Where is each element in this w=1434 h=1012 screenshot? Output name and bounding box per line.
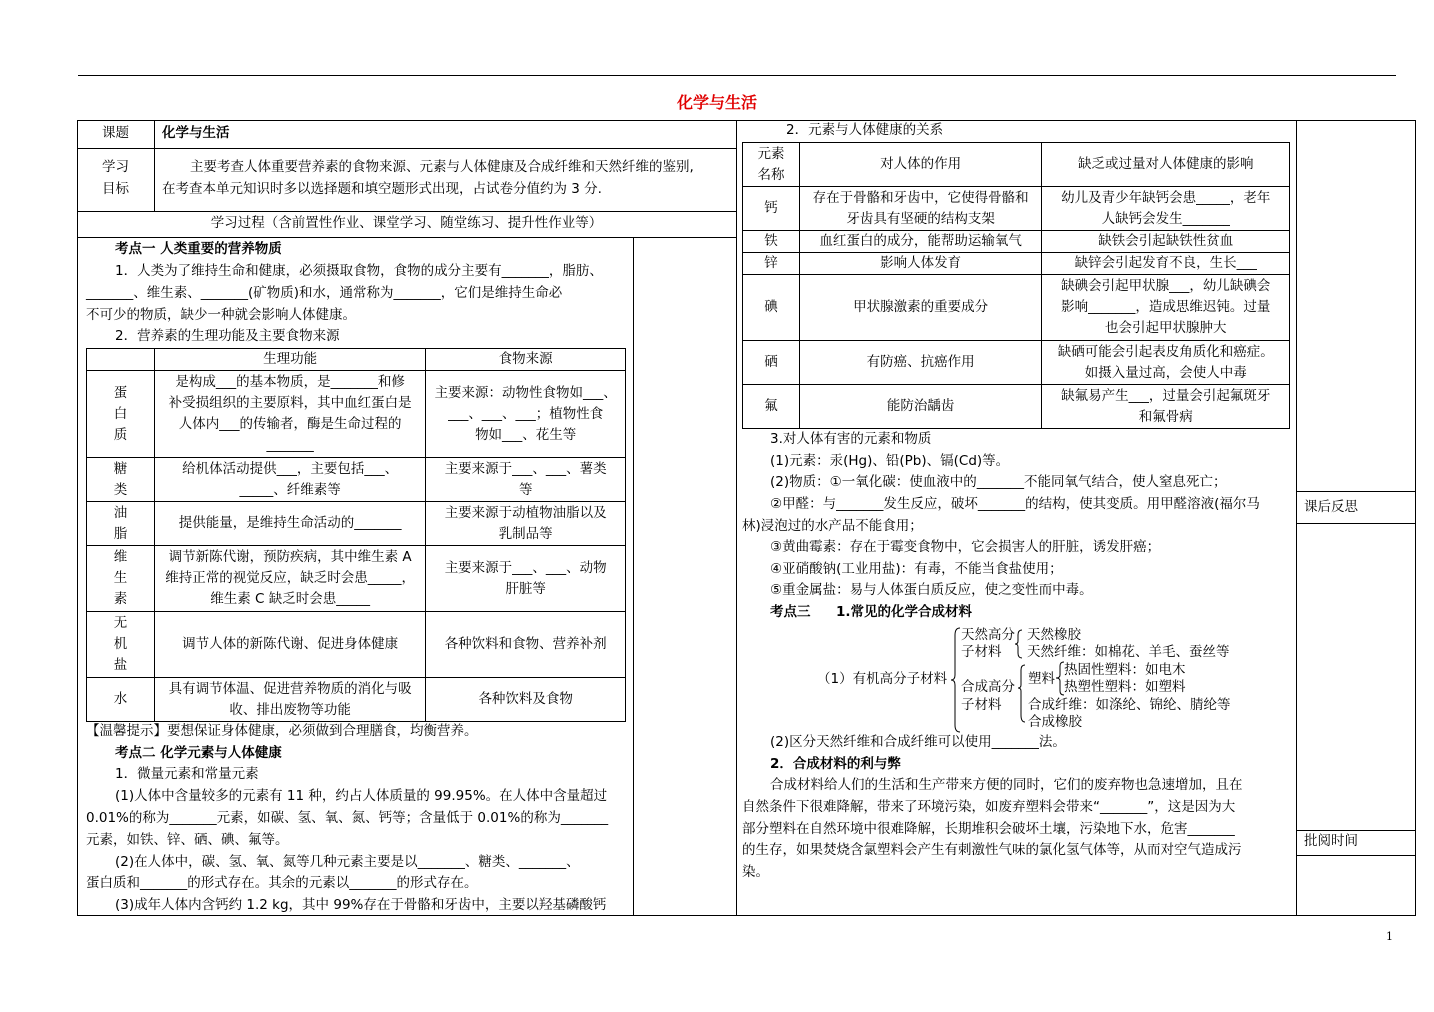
table-row [87,502,626,546]
nutrient-name: 脂 [113,525,128,542]
tree-natural: 天然高分 [961,627,1015,643]
column-header: 生理功能 [154,349,425,371]
tree-plastic: 塑料 [1028,671,1055,687]
effect-text: 缺硒可能会引起表皮角质化和癌症。 [1057,343,1274,360]
function-text: 给机体活动提供___，主要包括___、 [182,460,399,477]
tree-nat-b: 天然纤维：如棉花、羊毛、蚕丝等 [1027,644,1230,660]
inner-divider [633,237,634,916]
element-name: 钙 [743,187,800,231]
source-text: 等 [518,481,533,498]
effect-text: 幼儿及青少年缺钙会患_____，老年 [1061,189,1271,206]
s3-line: ③黄曲霉素：存在于霉变食物中，它会损害人的肝脏，诱发肝癌； [770,539,1161,555]
function-text: 维持正常的视觉反应，缺乏时会患_____， [165,570,415,586]
function-text: _____、纤维素等 [239,481,341,498]
effect-text: 缺碘会引起甲状腺___，幼儿缺碘会 [1061,278,1271,294]
row-line [1296,523,1416,524]
k3-paragraph: 的生存，如果焚烧含氯塑料会产生有刺激性气味的氯化氢气体等，从而对空气造成污 [742,842,1242,858]
k3-label: 考点三 [770,604,811,620]
table-row [87,458,626,502]
topic-value: 化学与生活 [162,125,230,141]
row-line [77,237,736,238]
k2-p1: 元素，如铁、锌、硒、碘、氟等。 [86,832,289,848]
role-text: 牙齿具有坚硬的结构支架 [846,210,995,227]
goal-line-2: 在考查本单元知识时多以选择题和填空题形式出现，占试卷分值约为 3 分. [162,181,602,197]
s3-line: ④亚硝酸钠(工业用盐)：有毒，不能当食盐使用； [770,561,1063,577]
column-header: 对人体的作用 [799,143,1042,187]
effect-text: 影响_______，造成思维迟钝。过量 [1061,299,1271,315]
function-text: 具有调节体温、促进营养物质的消化与吸 [168,680,412,697]
function-text: 人体内___的传输者，酶是生命过程的 [178,416,402,432]
role-text: 存在于骨骼和牙齿中，它使得骨骼和 [812,189,1029,206]
column-header: 元素 [757,145,785,162]
source-text: 各种饮料和食物、营养补剂 [444,636,607,652]
table-row [87,678,626,722]
table-row [743,385,1290,429]
column-divider-right [1296,120,1297,916]
effect-text: 和氟骨病 [1138,408,1193,425]
k3-s2: 2．合成材料的利与弊 [770,756,901,772]
tree-fiber: 合成纤维：如涤纶、锦纶、腈纶等 [1028,697,1231,713]
element-name: 铁 [743,231,800,253]
function-text: 调节人体的新陈代谢、促进身体健康 [182,636,399,652]
k2-p1: (1)人体中含量较多的元素有 11 种，约占人体质量的 99.95%。在人体中含量超过 [115,788,608,804]
table-row [743,187,1290,231]
header-rule [78,75,1396,76]
nutrient-name: 素 [113,591,128,607]
tree-rubber: 合成橡胶 [1028,714,1082,730]
element-name: 锌 [743,253,800,275]
element-name: 碘 [743,275,800,341]
role-text: 能防治龋齿 [886,398,955,414]
s3-line: (1)元素：汞(Hg)、铅(Pb)、镉(Cd)等。 [770,453,1010,469]
k1-p1: 1．人类为了维持生命和健康，必须摄取食物，食物的成分主要有_______，脂肪、 [115,263,603,279]
element-name: 硒 [743,341,800,385]
effect-text: 缺铁会引起缺铁性贫血 [1098,233,1234,249]
function-text: 提供能量，是维持生命活动的_______ [178,515,402,531]
k1-p1: _______、维生素、_______(矿物质)和水，通常称为_______，它们是维持生命必 [86,285,563,301]
page-title: 化学与生活 [676,93,757,112]
nutrient-name: 蛋 [113,384,128,401]
page-number: 1 [1386,930,1393,943]
column-divider [736,120,737,916]
k2-p2: (2)在人体中，碳、氢、氧、氮等几种元素主要是以_______、糖类、_______、 [115,854,580,870]
function-text: 维生素 C 缺乏时会患_____ [210,591,371,607]
tree-natural: 子材料 [961,644,1002,660]
goal-label-1: 学习 [102,159,129,175]
k3-paragraph: 染。 [742,864,769,880]
nutrient-name: 水 [113,691,128,707]
source-text: 肝脏等 [505,580,546,597]
goal-line-1: 主要考查人体重要营养素的食物来源、元素与人体健康及合成纤维和天然纤维的鉴别, [190,159,694,175]
column-header: 食物来源 [426,349,626,371]
effect-text: 缺氟易产生___，过量会引起氟斑牙 [1061,387,1271,404]
label-divider [154,120,155,211]
goal-label-2: 目标 [102,181,129,197]
row-line [1296,855,1416,856]
tree-plastic-b: 热塑性塑料：如塑料 [1064,679,1186,695]
s3-line: ⑤重金属盐：易与人体蛋白质反应，使之变性而中毒。 [770,582,1093,598]
tree-root: （1）有机高分子材料 [817,671,948,687]
role-text: 甲状腺激素的重要成分 [853,299,989,315]
role-text: 影响人体发育 [880,255,962,271]
role-text: 血红蛋白的成分，能帮助运输氧气 [819,233,1022,249]
source-text: 主要来源于___、___、动物 [444,559,607,576]
nutrient-name: 质 [113,426,128,443]
effect-text: 缺锌会引起发育不良，生长___ [1074,255,1257,271]
column-header: 缺乏或过量对人体健康的影响 [1042,143,1290,187]
table-row [743,253,1290,275]
table-row [87,612,626,678]
function-text: _______ [266,437,314,453]
function-text: 补受损组织的主要原料，其中血红蛋白是 [168,395,412,411]
effect-text: 人缺钙会发生_______ [1101,210,1230,227]
topic-label: 课题 [102,125,129,141]
source-text: 主要来源：动物性食物如___、 [434,384,617,401]
tree-plastic-a: 热固性塑料：如电木 [1064,662,1186,678]
reflection-label: 课后反思 [1304,499,1358,515]
k1-title: 考点一 人类重要的营养物质 [115,241,282,257]
nutrient-name: 机 [113,636,128,652]
tree-synth: 合成高分 [961,679,1015,695]
column-header: 名称 [757,166,785,183]
process-line: 学习过程（含前置性作业、课堂学习、随堂练习、提升性作业等） [210,215,603,231]
source-text: 乳制品等 [498,525,553,542]
nutrient-table [86,348,626,722]
nutrient-name: 生 [113,570,128,586]
s3-title: 3.对人体有害的元素和物质 [770,431,932,447]
s3-line: (2)物质：①一氧化碳：使血液中的_______不能同氧气结合，使人窒息死亡； [770,474,1227,490]
nutrient-name: 类 [113,481,128,498]
source-text: 主要来源于动植物油脂以及 [444,504,607,521]
nutrient-name: 维 [113,549,128,565]
s3-line: 林)浸泡过的水产品不能食用； [742,518,923,534]
source-text: 主要来源于___、___、薯类 [444,460,607,477]
k2-p3: (3)成年人体内含钙约 1.2 kg，其中 99%存在于骨骼和牙齿中，主要以羟基磷酸钙 [115,897,607,913]
source-text: 物如___、花生等 [475,426,577,443]
s3-line: ②甲醛：与_______发生反应，破坏_______的结构，使其变质。用甲醛溶液(福尔马 [770,496,1260,512]
function-text: 调节新陈代谢，预防疾病，其中维生素 A [168,549,412,565]
function-text: 是构成___的基本物质，是_______和修 [175,374,405,390]
k2-p2: 蛋白质和_______的形式存在。其余的元素以_______的形式存在。 [86,875,478,891]
row-line [77,211,736,212]
effect-text: 如摄入量过高，会使人中毒 [1084,364,1247,381]
nutrient-name: 白 [113,405,128,422]
element-name: 氟 [743,385,800,429]
nutrient-name: 盐 [113,657,128,673]
k2-p1: 0.01%的称为_______元素，如碳、氢、氧、氮、钙等；含量低于 0.01%的称为_______ [86,810,609,826]
table-row [743,341,1290,385]
row-line [77,148,736,149]
tree-nat-a: 天然橡胶 [1027,627,1081,643]
k1-p1: 不可少的物质，缺少一种就会影响人体健康。 [86,307,356,323]
tip: 【温馨提示】要想保证身体健康，必须做到合理膳食，均衡营养。 [86,723,478,739]
k3-paragraph: 合成材料给人们的生活和生产带来方便的同时，它们的废弃物也急速增加，且在 [770,777,1243,793]
table-row [87,371,626,458]
k1-p2: 2．营养素的生理功能及主要食物来源 [115,328,340,344]
nutrient-name: 油 [113,504,128,521]
k3-line: (2)区分天然纤维和合成纤维可以使用_______法。 [770,734,1066,750]
role-text: 有防癌、抗癌作用 [866,354,975,370]
row-line [1296,491,1416,492]
tree-synth: 子材料 [961,697,1002,713]
nutrient-name: 无 [113,615,128,631]
k2-title: 考点二 化学元素与人体健康 [115,745,282,761]
table-corner [87,349,155,371]
nutrient-name: 糖 [113,460,128,477]
k2-s1: 1．微量元素和常量元素 [115,766,259,782]
effect-text: 也会引起甲状腺肿大 [1104,320,1227,336]
review-time-label: 批阅时间 [1304,833,1358,849]
k3-paragraph: 部分塑料在自然环境中很难降解，长期堆积会破坏土壤，污染地下水，危害_______ [742,821,1235,837]
s2-title: 2．元素与人体健康的关系 [786,122,944,138]
table-row [87,546,626,612]
source-text: ___、___、___；植物性食 [448,405,604,422]
function-text: 收、排出废物等功能 [229,701,351,718]
table-row [743,231,1290,253]
source-text: 各种饮料及食物 [478,691,573,707]
k3-title: 1.常见的化学合成材料 [836,604,973,620]
element-table [742,142,1290,429]
table-row [743,275,1290,341]
k3-paragraph: 自然条件下很难降解，带来了环境污染，如废弃塑料会带来“_______”，这是因为大 [742,799,1236,815]
